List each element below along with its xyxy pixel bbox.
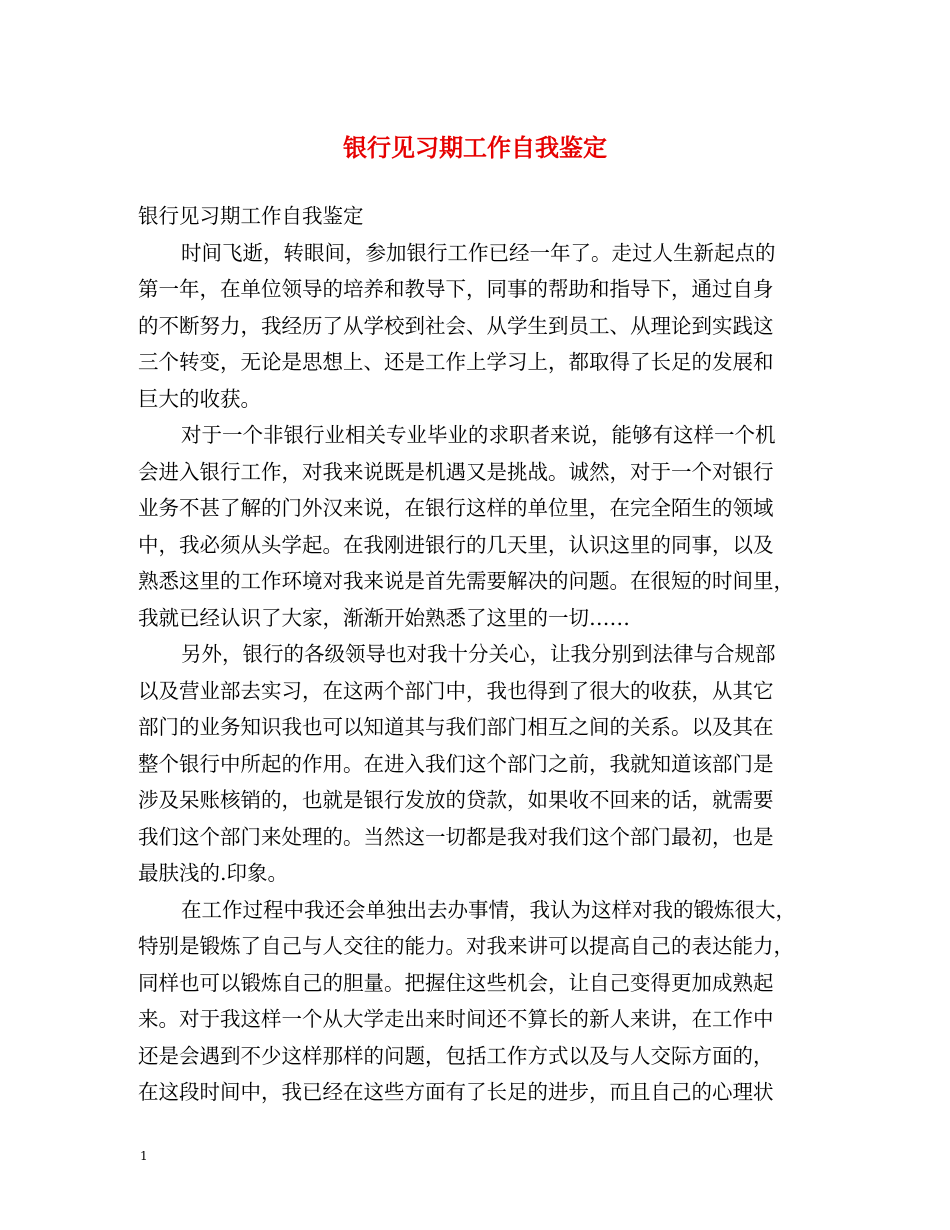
text-line: 中，我必须从头学起。在我刚进银行的几天里，认识这里的同事，以及 (138, 532, 774, 557)
text-line: 我们这个部门来处理的。当然这一切都是我对我们这个部门最初，也是 (138, 824, 774, 849)
page-number: 1 (140, 1149, 148, 1163)
text-line: 另外，银行的各级领导也对我十分关心，让我分别到法律与合规部 (181, 642, 776, 666)
text-line: 银行见习期工作自我鉴定 (138, 204, 364, 228)
text-line: 时间飞逝，转眼间，参加银行工作已经一年了。走过人生新起点的 (181, 240, 776, 265)
text-line: 在工作过程中我还会单独出去办事情，我认为这样对我的锻炼很大， (181, 897, 796, 922)
text-line: 熟悉这里的工作环境对我来说是首先需要解决的问题。在很短的时间里， (138, 569, 794, 593)
text-line: 来。对于我这样一个从大学走出来时间还不算长的新人来讲，在工作中 (138, 1007, 774, 1031)
text-line: 巨大的收获。 (138, 386, 261, 411)
text-line: 我就已经认识了大家，渐渐开始熟悉了这里的一切…… (138, 605, 630, 630)
text-line: 业务不甚了解的门外汉来说，在银行这样的单位里，在完全陌生的领域 (138, 496, 774, 520)
text-line: 对于一个非银行业相关专业毕业的求职者来说，能够有这样一个机 (181, 423, 776, 447)
text-line: 最肤浅的.印象。 (138, 861, 289, 885)
text-line: 同样也可以锻炼自己的胆量。把握住这些机会，让自己变得更加成熟起 (138, 970, 774, 995)
text-line: 整个银行中所起的作用。在进入我们这个部门之前，我就知道该部门是 (138, 751, 774, 776)
text-line: 涉及呆账核销的，也就是银行发放的贷款，如果收不回来的话，就需要 (138, 788, 774, 812)
text-line: 以及营业部去实习，在这两个部门中，我也得到了很大的收获，从其它 (138, 678, 774, 703)
document-body (138, 198, 818, 1111)
text-line: 部门的业务知识我也可以知道其与我们部门相互之间的关系。以及其在 (138, 715, 774, 739)
document-title: 银行见习期工作自我鉴定 (343, 133, 607, 162)
text-line: 的不断努力，我经历了从学校到社会、从学生到员工、从理论到实践这 (138, 313, 774, 338)
text-line: 会进入银行工作，对我来说既是机遇又是挑战。诚然，对于一个对银行 (138, 459, 774, 484)
text-line: 特别是锻炼了自己与人交往的能力。对我来讲可以提高自己的表达能力， (138, 934, 794, 958)
text-line: 在这段时间中，我已经在这些方面有了长足的进步，而且自己的心理状 (138, 1080, 774, 1104)
text-line: 还是会遇到不少这样那样的问题，包括工作方式以及与人交际方面的， (138, 1043, 774, 1068)
text-line: 三个转变，无论是思想上、还是工作上学习上，都取得了长足的发展和 (138, 350, 774, 374)
text-line: 第一年，在单位领导的培养和教导下，同事的帮助和指导下，通过自身 (138, 277, 774, 301)
